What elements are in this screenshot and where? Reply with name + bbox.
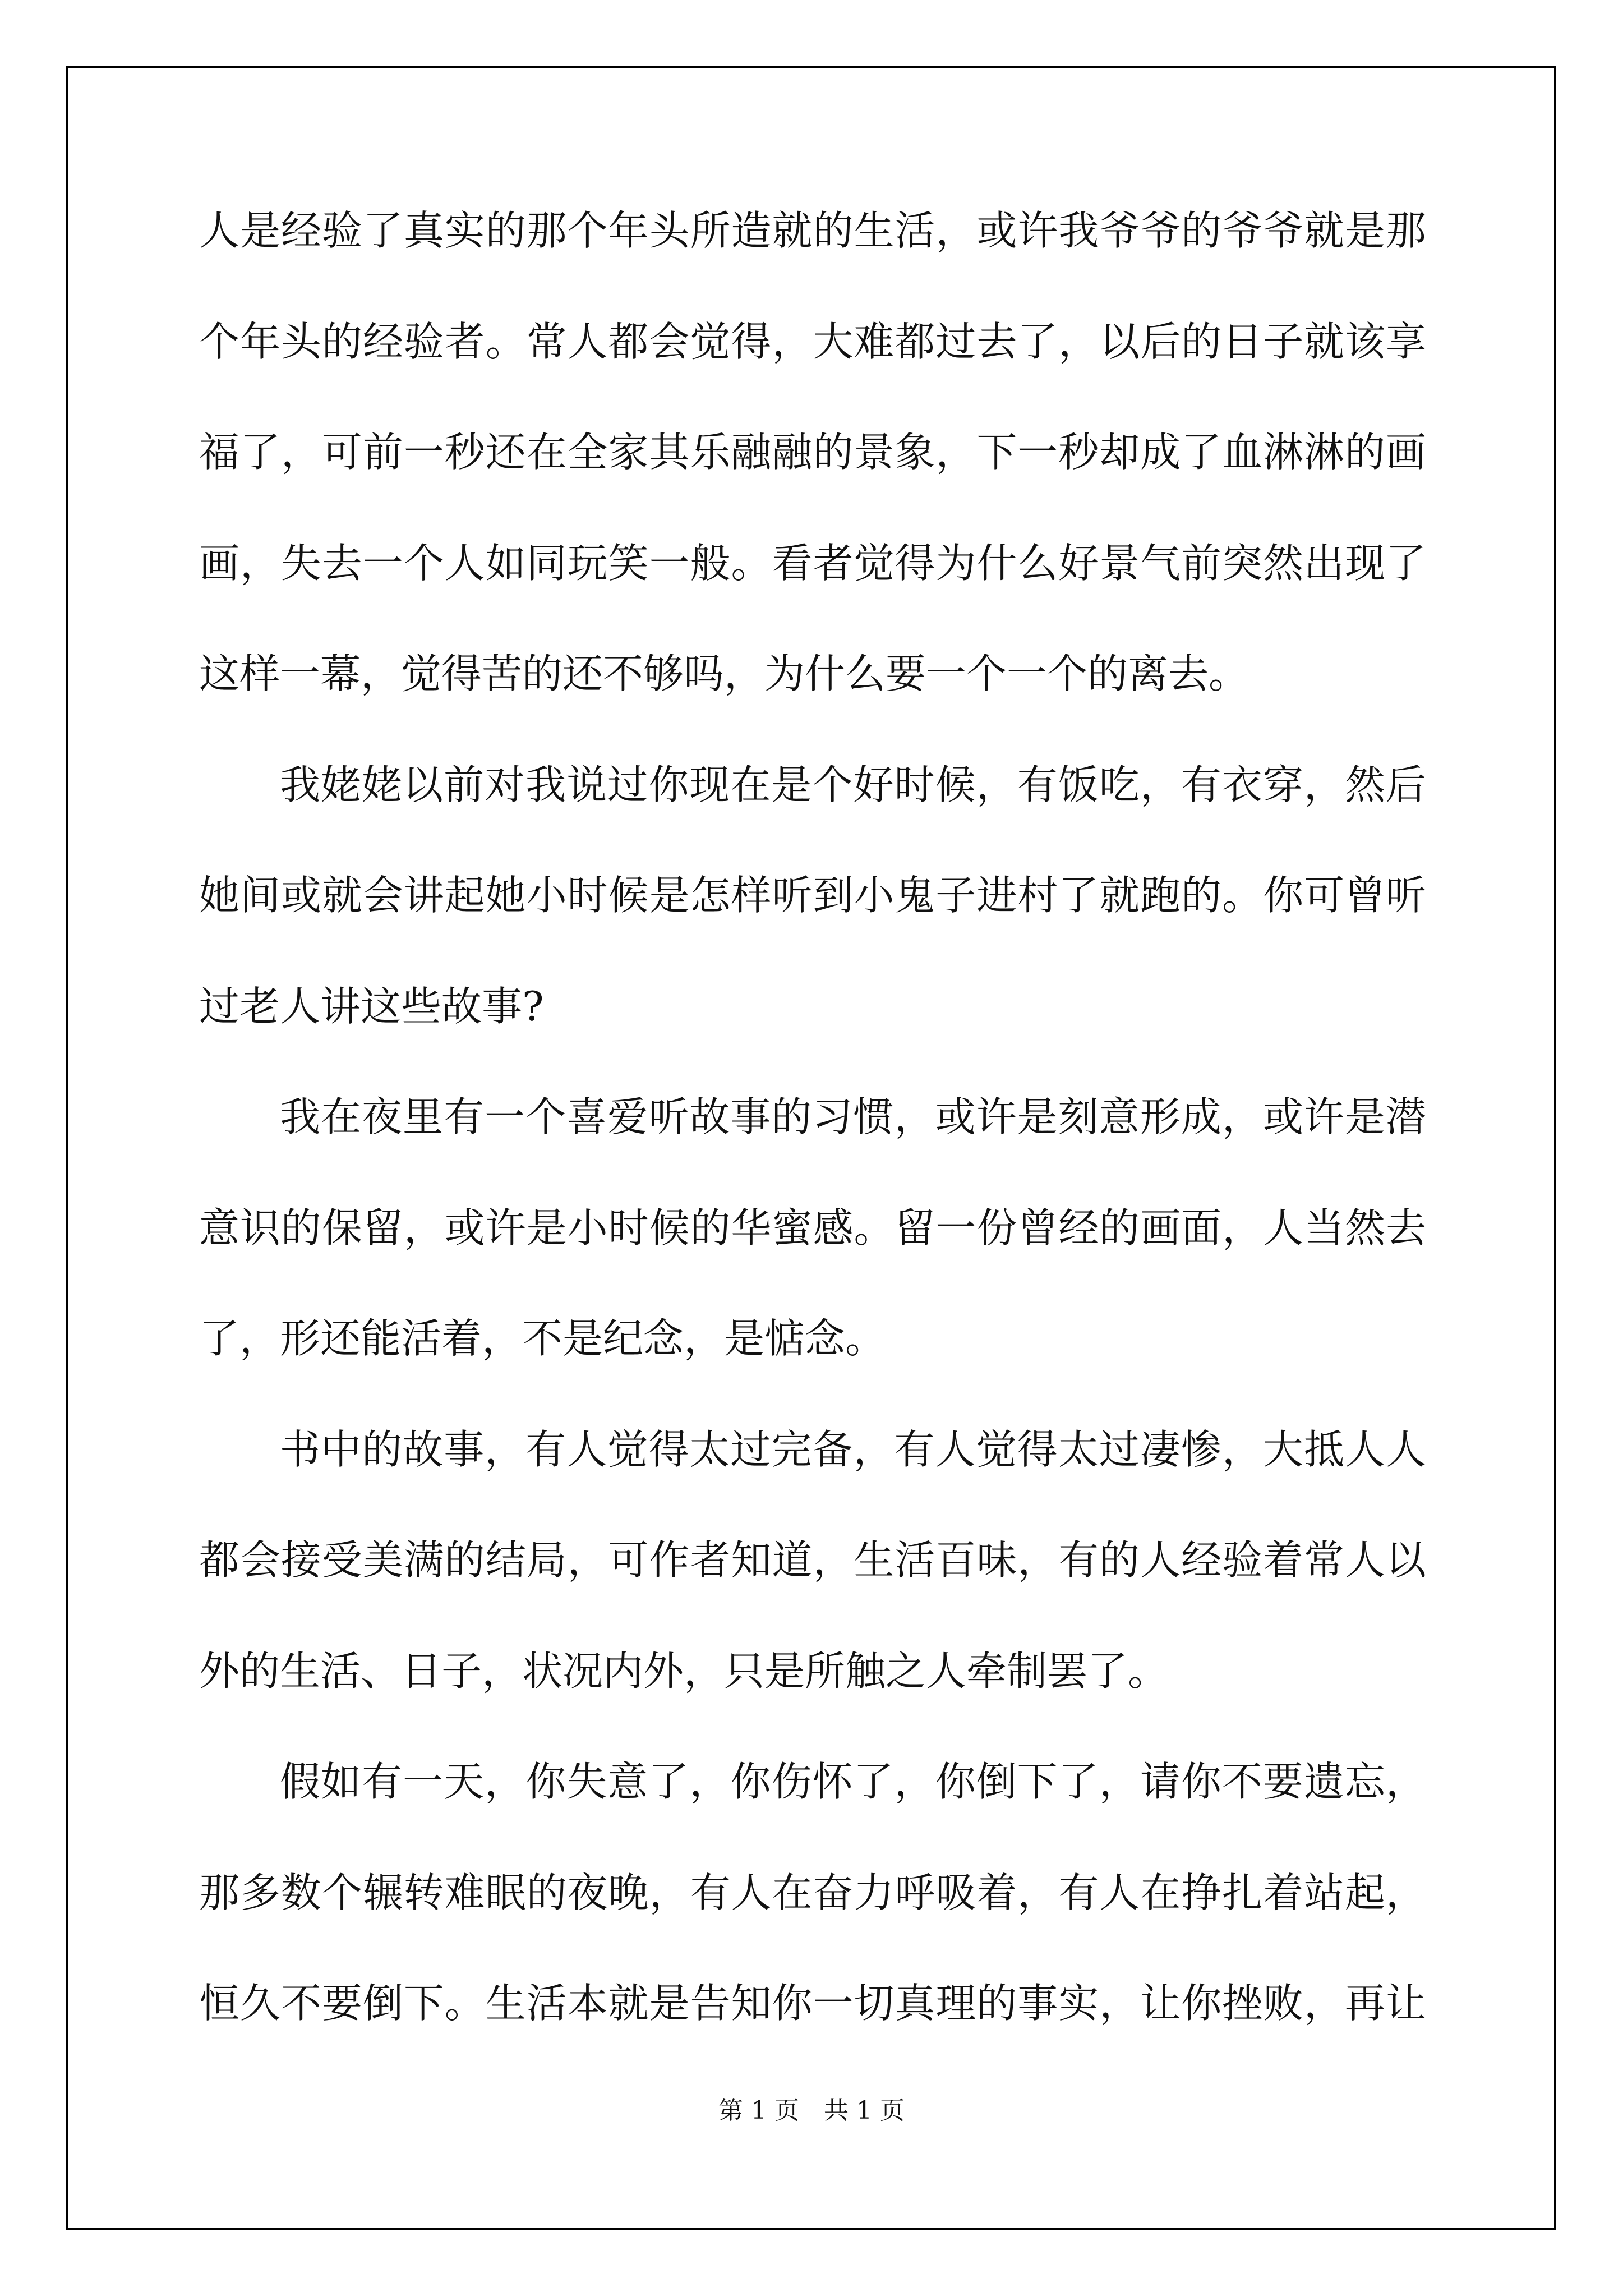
text-line: 书中的故事，有人觉得太过完备，有人觉得太过凄惨，大抵人人	[280, 1425, 1426, 1473]
text-line: 那多数个辗转难眠的夜晚，有人在奋力呼吸着，有人在挣扎着站起，	[199, 1869, 1426, 1916]
page-number: 第 1 页	[718, 2096, 799, 2125]
document-body	[199, 207, 1426, 2094]
text-line: 假如有一天，你失意了，你伤怀了，你倒下了，请你不要遗忘，	[280, 1758, 1426, 1805]
text-line: 了，形还能活着，不是纪念，是惦念。	[199, 1315, 886, 1362]
text-line: 这样一幕，觉得苦的还不够吗，为什么要一个一个的离去。	[199, 650, 1249, 697]
text-line: 都会接受美满的结局，可作者知道，生活百味，有的人经验着常人以	[199, 1536, 1426, 1584]
text-line: 恒久不要倒下。生活本就是告知你一切真理的事实，让你挫败，再让	[199, 1980, 1426, 2027]
text-line: 福了，可前一秒还在全家其乐融融的景象，下一秒却成了血淋淋的画	[199, 429, 1426, 476]
page-total: 共 1 页	[824, 2096, 905, 2125]
text-line: 人是经验了真实的那个年头所造就的生活，或许我爷爷的爷爷就是那	[199, 207, 1426, 254]
text-line: 过老人讲这些故事?	[199, 982, 544, 1030]
text-line: 个年头的经验者。常人都会觉得，大难都过去了，以后的日子就该享	[199, 318, 1426, 365]
text-line: 意识的保留，或许是小时候的华蜜感。留一份曾经的画面，人当然去	[199, 1204, 1426, 1251]
text-line: 我姥姥以前对我说过你现在是个好时候，有饭吃，有衣穿，然后	[280, 761, 1426, 808]
text-line: 我在夜里有一个喜爱听故事的习惯，或许是刻意形成，或许是潜	[280, 1093, 1426, 1140]
text-line: 画，失去一个人如同玩笑一般。看者觉得为什么好景气前突然出现了	[199, 539, 1426, 587]
page-footer	[0, 2097, 1623, 2125]
text-line: 外的生活、日子，状况内外，只是所触之人牵制罢了。	[199, 1647, 1169, 1695]
text-line: 她间或就会讲起她小时候是怎样听到小鬼子进村了就跑的。你可曾听	[199, 872, 1426, 919]
